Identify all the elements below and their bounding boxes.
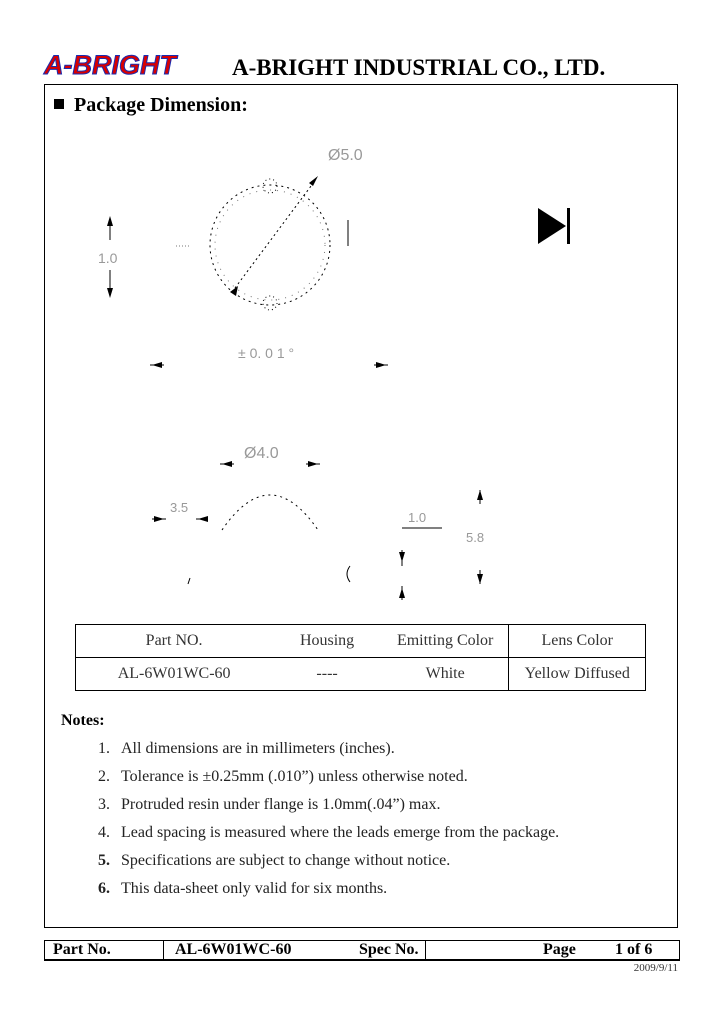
note-number: 6. <box>98 880 110 897</box>
label-side-span: ± 0. 0 1 ° <box>238 345 295 361</box>
list-item <box>98 794 559 822</box>
arrow-lead-bottom <box>399 588 405 598</box>
arrow-height-dim-top <box>477 490 483 500</box>
note-number: 3. <box>98 796 110 813</box>
lead-tick-left <box>188 578 190 584</box>
footer-spec-label: Spec No. <box>359 941 419 958</box>
label-diameter-bottom: Ø4.0 <box>244 445 279 462</box>
label-lead-dim: 1.0 <box>408 510 427 525</box>
company-logo: A-BRIGHT <box>44 50 176 80</box>
table-header-cell: Part NO. <box>76 625 273 658</box>
arrow-height-top <box>107 216 113 226</box>
label-left-offset: 3.5 <box>170 500 189 515</box>
list-item <box>98 738 559 766</box>
footer-page-value: 1 of 6 <box>615 941 653 958</box>
note-text: This data-sheet only valid for six months. <box>121 880 388 897</box>
note-text: All dimensions are in millimeters (inches). <box>121 740 395 757</box>
top-view-inner-circle <box>215 190 325 300</box>
note-text: Specifications are subject to change without notice. <box>121 852 451 869</box>
note-number: 5. <box>98 852 110 869</box>
arrow-diameter-bottom <box>230 286 238 296</box>
label-diameter-top: Ø5.0 <box>328 147 363 164</box>
note-number: 4. <box>98 824 110 841</box>
diode-cathode-bar <box>567 208 570 244</box>
footer-date: 2009/9/11 <box>633 962 678 974</box>
arrow-bottom-diam-left <box>222 461 232 467</box>
footer-divider <box>163 941 164 960</box>
arrow-span-left <box>152 362 162 368</box>
arrow-offset-left <box>154 516 164 522</box>
parts-table <box>75 624 646 691</box>
notes-list <box>98 738 559 906</box>
arrow-bottom-diam-right <box>308 461 318 467</box>
note-text: Protruded resin under flange is 1.0mm(.04”) max. <box>121 796 441 813</box>
arrow-lead-top <box>399 552 405 562</box>
list-item <box>98 850 559 878</box>
arrow-offset-right <box>198 516 208 522</box>
footer-page-label: Page <box>543 941 576 958</box>
list-item <box>98 766 559 794</box>
table-row <box>76 658 646 691</box>
table-cell: ---- <box>272 658 382 691</box>
top-notch <box>263 179 277 193</box>
table-header-cell: Housing <box>272 625 382 658</box>
footer-part-value: AL-6W01WC-60 <box>175 941 292 958</box>
note-number: 1. <box>98 740 110 757</box>
top-view-circle <box>210 185 330 305</box>
footer-part-label: Part No. <box>53 941 111 958</box>
arrow-span-right <box>376 362 386 368</box>
note-number: 2. <box>98 768 110 785</box>
label-top-height: 1.0 <box>98 250 118 266</box>
note-text: Lead spacing is measured where the leads emerge from the package. <box>121 824 560 841</box>
table-header-cell: Emitting Color <box>382 625 509 658</box>
arrow-diameter-top <box>309 176 318 186</box>
arrow-height-dim-bottom <box>477 574 483 584</box>
label-height-dim: 5.8 <box>466 530 485 545</box>
table-cell: Yellow Diffused <box>509 658 646 691</box>
arrow-height-bottom <box>107 288 113 298</box>
bottom-notch <box>263 296 277 310</box>
list-item <box>98 822 559 850</box>
page-footer <box>44 940 680 961</box>
diode-symbol-icon <box>538 208 566 244</box>
lead-curve <box>347 566 350 582</box>
list-item <box>98 878 559 906</box>
notes-title: Notes: <box>61 712 105 729</box>
company-name: A-BRIGHT INDUSTRIAL CO., LTD. <box>232 55 606 80</box>
table-header-row <box>76 625 646 658</box>
side-view-dome <box>222 495 318 530</box>
section-title-text: Package Dimension: <box>74 94 248 116</box>
diameter-line <box>232 182 314 292</box>
table-cell: White <box>382 658 509 691</box>
table-cell: AL-6W01WC-60 <box>76 658 273 691</box>
note-text: Tolerance is ±0.25mm (.010”) unless otherwise noted. <box>121 768 468 785</box>
table-header-cell: Lens Color <box>509 625 646 658</box>
footer-divider <box>425 941 426 960</box>
